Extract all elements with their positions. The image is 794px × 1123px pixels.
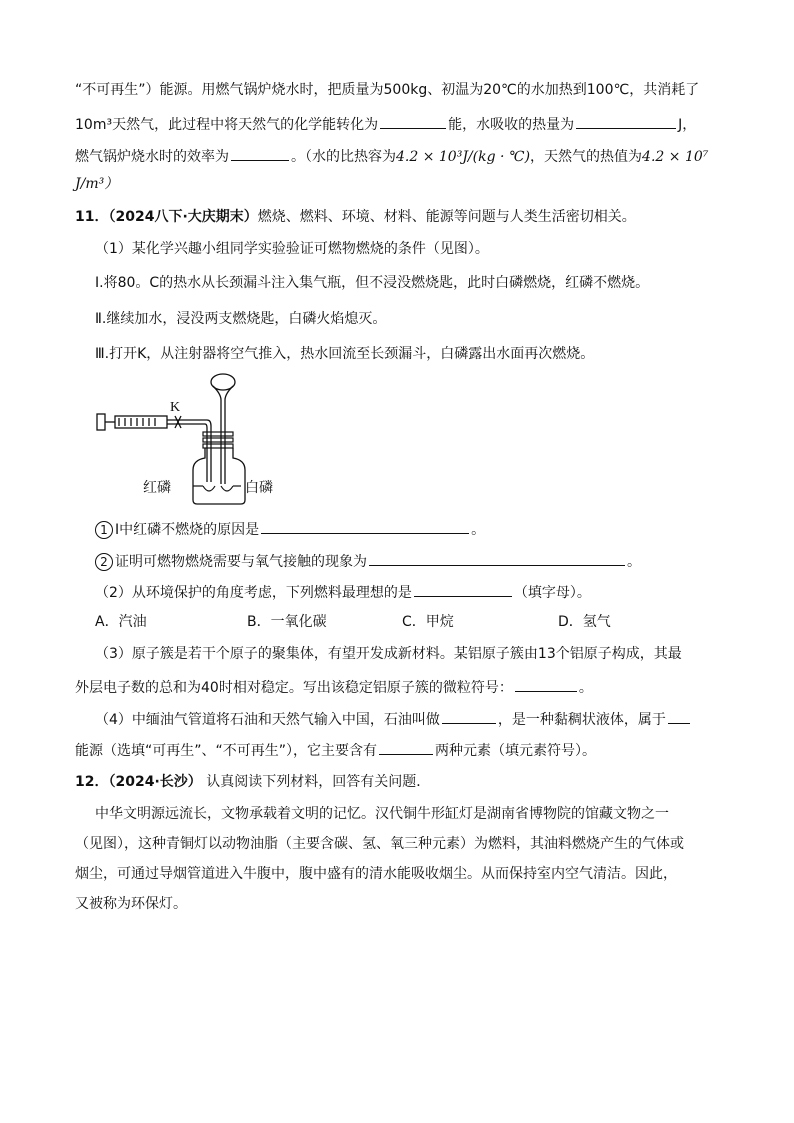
answer-blank[interactable]	[231, 145, 289, 161]
gas-bottle	[193, 448, 245, 504]
question-11-header: 11．（2024八下·大庆期末）燃烧、燃料、环境、材料、能源等问题与人类生活密切相关。	[75, 209, 636, 225]
text-line: （4）中缅油气管道将石油和天然气输入中国，石油叫做 ，是一种黏稠状液体，属于	[95, 708, 692, 730]
text-line: 10m³天然气，此过程中将天然气的化学能转化为 能，水吸收的热量为 J，	[75, 113, 696, 135]
answer-blank[interactable]	[442, 708, 496, 724]
answer-blank[interactable]	[261, 518, 469, 534]
text-line: 燃气锅炉烧水时的效率为 。（水的比热容为4.2 × 10³J/(kg · ℃)，天然气的热值为4.2 × 10⁷	[75, 145, 708, 167]
text-line: Ⅱ.继续加水，浸没两支燃烧匙，白磷火焰熄灭。	[95, 311, 387, 327]
options-row	[95, 612, 658, 632]
text-line: （3）原子簇是若干个原子的聚集体，有望开发成新材料。某铝原子簇由13个铝原子构成，其最	[95, 646, 682, 662]
answer-blank[interactable]	[414, 581, 512, 597]
valve-k	[175, 416, 181, 428]
text-line: “不可再生”）能源。用燃气锅炉烧水时，把质量为500kg、初温为20℃的水加热到100℃，共消耗了	[75, 82, 700, 98]
answer-blank[interactable]	[515, 676, 577, 692]
text-line: Ⅰ.将80。C的热水从长颈漏斗注入集气瓶，但不浸没燃烧匙，此时白磷燃烧，红磷不燃烧。	[95, 275, 650, 291]
circled-number: 2	[95, 553, 113, 571]
circled-number: 1	[95, 521, 113, 539]
text-line: 外层电子数的总和为40时相对稳定。写出该稳定铝原子簇的微粒符号： 。	[75, 676, 593, 698]
long-neck-funnel	[211, 374, 235, 484]
combustion-spoons	[193, 486, 241, 491]
text-line: 烟尘，可通过导烟管道进入牛腹中，腹中盛有的清水能吸收烟尘。从而保持室内空气清洁。因此，	[75, 866, 677, 882]
answer-blank[interactable]	[379, 739, 433, 755]
text-line: 能源（选填“可再生”、“不可再生”），它主要含有 两种元素（填元素符号）。	[75, 739, 596, 761]
text-line: J/m³）	[75, 176, 119, 192]
red-phosphorus-label: 红磷	[143, 480, 171, 496]
option-a[interactable]: A．汽油	[95, 614, 147, 630]
text-line: （见图），这种青铜灯以动物油脂（主要含碳、氢、氧三种元素）为燃料，其油料燃烧产生的气体或	[75, 836, 684, 852]
glass-tube	[205, 420, 211, 482]
question-12-header: 12．（2024·长沙） 认真阅读下列材料，回答有关问题．	[75, 774, 431, 790]
text-line: 又被称为环保灯。	[75, 896, 187, 912]
answer-blank[interactable]	[380, 113, 446, 129]
combustion-apparatus-diagram	[95, 372, 295, 507]
sub-question-2: 2 证明可燃物燃烧需要与氧气接触的现象为 。	[95, 550, 641, 572]
answer-blank[interactable]	[369, 550, 625, 566]
answer-blank[interactable]	[576, 113, 676, 129]
option-b[interactable]: B．一氧化碳	[247, 614, 327, 630]
option-c[interactable]: C．甲烷	[402, 614, 454, 630]
k-label: K	[170, 400, 181, 415]
text-line: （2）从环境保护的角度考虑，下列燃料最理想的是 （填字母）。	[95, 581, 591, 603]
answer-blank[interactable]	[668, 708, 690, 724]
sub-question-1: 1 Ⅰ中红磷不燃烧的原因是 。	[95, 518, 485, 540]
white-phosphorus-label: 白磷	[245, 480, 273, 496]
text-line: 中华文明源远流长，文物承载着文明的记忆。汉代铜牛形缸灯是湖南省博物院的馆藏文物之一	[95, 806, 669, 822]
syringe	[97, 414, 207, 430]
option-d[interactable]: D．氢气	[558, 614, 611, 630]
text-line: （1）某化学兴趣小组同学实验验证可燃物燃烧的条件（见图）。	[95, 241, 489, 257]
text-line: Ⅲ.打开K，从注射器将空气推入，热水回流至长颈漏斗，白磷露出水面再次燃烧。	[95, 346, 595, 362]
